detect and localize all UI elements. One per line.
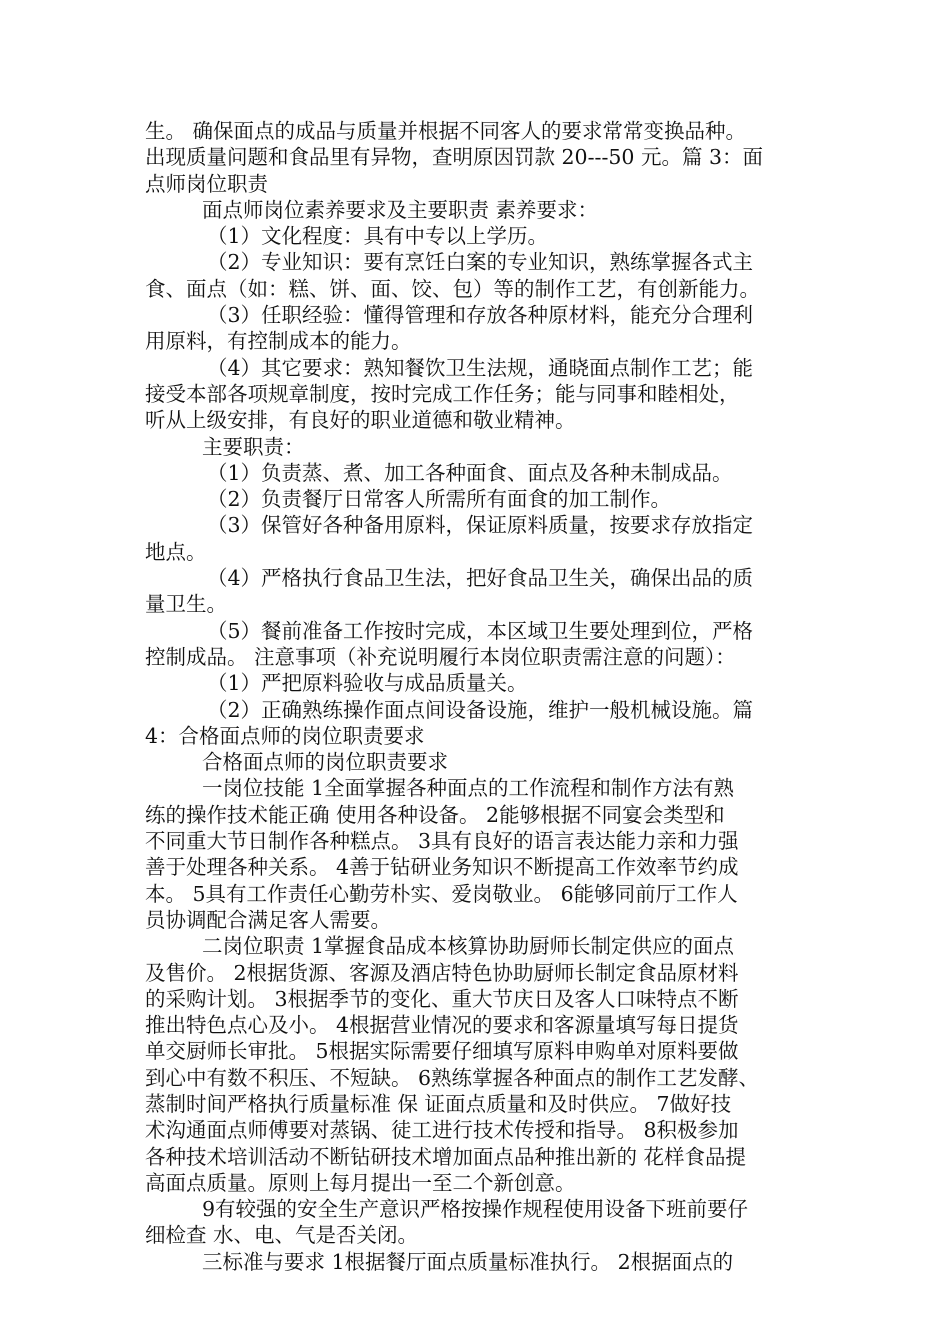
- text-line: 练的操作技术能正确 使用各种设备。 2能够根据不同宴会类型和: [145, 802, 725, 827]
- text-line: 主要职责：: [202, 434, 305, 459]
- text-line: 出现质量问题和食品里有异物，查明原因罚款 20---50 元。篇 3：面: [145, 145, 764, 170]
- text-line: 合格面点师的岗位职责要求: [202, 750, 448, 775]
- text-line: 点师岗位职责: [145, 171, 268, 196]
- text-line: 推出特色点心及小。 4根据营业情况的要求和客源量填写每日提货: [145, 1013, 739, 1038]
- text-line: 术沟通面点师傅要对蒸锅、徒工进行技术传授和指导。 8积极参加: [145, 1118, 739, 1143]
- text-line: （1）文化程度：具有中专以上学历。: [207, 224, 549, 249]
- text-line: 用原料，有控制成本的能力。: [145, 329, 412, 354]
- text-line: （3）任职经验：懂得管理和存放各种原材料，能充分合理利: [207, 303, 754, 328]
- text-line: 二岗位职责 1掌握食品成本核算协助厨师长制定供应的面点: [202, 934, 735, 959]
- text-line: （2）正确熟练操作面点间设备设施，维护一般机械设施。篇: [207, 697, 754, 722]
- text-line: 单交厨师长审批。 5根据实际需要仔细填写原料申购单对原料要做: [145, 1039, 739, 1064]
- text-line: 听从上级安排，有良好的职业道德和敬业精神。: [145, 408, 576, 433]
- text-line: 蒸制时间严格执行质量标准 保 证面点质量和及时供应。 7做好技: [145, 1091, 732, 1116]
- text-line: （2）负责餐厅日常客人所需所有面食的加工制作。: [207, 487, 672, 512]
- text-line: 面点师岗位素养要求及主要职责 素养要求：: [202, 197, 599, 222]
- text-line: （4）其它要求：熟知餐饮卫生法规，通晓面点制作工艺；能: [207, 355, 754, 380]
- text-line: 4：合格面点师的岗位职责要求: [145, 723, 425, 748]
- text-line: 三标准与要求 1根据餐厅面点质量标准执行。 2根据面点的: [202, 1249, 734, 1274]
- text-line: 各种技术培训活动不断钻研技术增加面点品种推出新的 花样食品提: [145, 1144, 747, 1169]
- text-line: 一岗位技能 1全面掌握各种面点的工作流程和制作方法有熟: [202, 776, 735, 801]
- text-line: 员协调配合满足客人需要。: [145, 907, 391, 932]
- text-line: （4）严格执行食品卫生法，把好食品卫生关，确保出品的质: [207, 566, 754, 591]
- text-line: 到心中有数不积压、不短缺。 6熟练掌握各种面点的制作工艺发酵、: [145, 1065, 760, 1090]
- text-line: 善于处理各种关系。 4善于钻研业务知识不断提高工作效率节约成: [145, 855, 739, 880]
- text-line: 食、面点（如：糕、饼、面、饺、包）等的制作工艺，有创新能力。: [145, 276, 760, 301]
- text-line: 9有较强的安全生产意识严格按操作规程使用设备下班前要仔: [202, 1197, 749, 1222]
- text-line: 本。 5具有工作责任心勤劳朴实、爱岗敬业。 6能够同前厅工作人: [145, 881, 738, 906]
- text-line: 量卫生。: [145, 592, 227, 617]
- text-line: 生。 确保面点的成品与质量并根据不同客人的要求常常变换品种。: [145, 119, 747, 143]
- text-line: 高面点质量。原则上每月提出一至二个新创意。: [145, 1170, 576, 1195]
- text-line: 细检查 水、电、气是否关闭。: [145, 1223, 419, 1248]
- text-line: 地点。: [145, 539, 207, 564]
- text-line: （2）专业知识：要有烹饪白案的专业知识，熟练掌握各式主: [207, 250, 754, 275]
- document-body: [145, 118, 810, 1275]
- text-line: 及售价。 2根据货源、客源及酒店特色协助厨师长制定食品原材料: [145, 960, 739, 985]
- text-line: 控制成品。 注意事项（补充说明履行本岗位职责需注意的问题）：: [145, 644, 736, 669]
- text-line: （3）保管好各种备用原料，保证原料质量，按要求存放指定: [207, 513, 754, 538]
- text-line: （5）餐前准备工作按时完成，本区域卫生要处理到位，严格: [207, 618, 754, 643]
- text-line: 的采购计划。 3根据季节的变化、重大节庆日及客人口味特点不断: [145, 986, 739, 1011]
- text-line: 不同重大节日制作各种糕点。 3具有良好的语言表达能力亲和力强: [145, 829, 739, 854]
- text-line: （1）负责蒸、煮、加工各种面食、面点及各种未制成品。: [207, 460, 733, 485]
- text-line: 接受本部各项规章制度，按时完成工作任务；能与同事和睦相处，: [145, 381, 740, 406]
- text-line: （1）严把原料验收与成品质量关。: [207, 671, 528, 696]
